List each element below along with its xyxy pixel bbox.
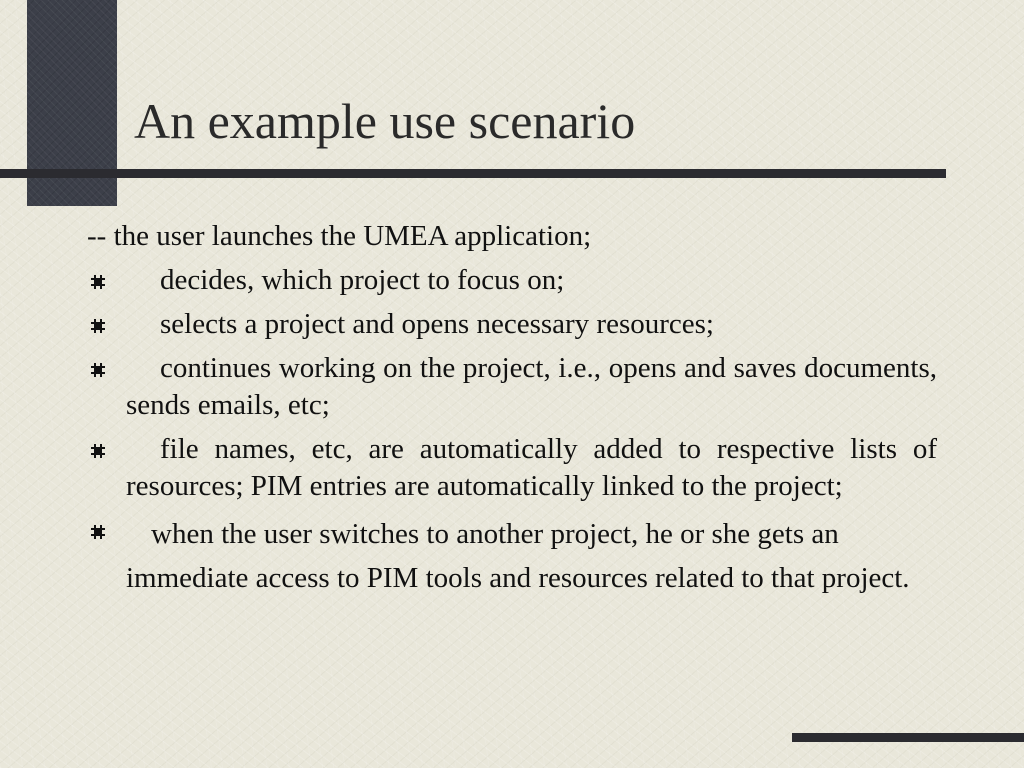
bullet-text: file names, etc, are automatically added to respective lists of resources; PIM entries are automatically linked to the project; [126,433,937,502]
hash-square-bullet-icon [91,525,105,539]
hash-square-bullet-icon [91,319,105,333]
intro-line: -- the user launches the UMEA application; [87,220,592,252]
hash-square-bullet-icon [91,275,105,289]
bullet-text: when the user switches to another project, he or she gets an immediate access to PIM tools and resources related to that project. [126,518,910,594]
slide-title: An example use scenario [134,93,636,149]
hash-square-bullet-icon [91,444,105,458]
bullet-text: decides, which project to focus on; [160,264,565,296]
bullet-item [87,306,937,343]
bullet-item [87,431,937,505]
slide-body [87,218,937,607]
bullet-item [87,512,937,600]
bullet-text: continues working on the project, i.e., opens and saves documents, sends emails, etc; [126,352,937,421]
bullet-text: selects a project and opens necessary resources; [160,308,714,340]
footer-rule [792,733,1024,742]
bullet-item [87,262,937,299]
title-underline-rule [0,169,946,178]
bullet-item [87,350,937,424]
hash-square-bullet-icon [91,363,105,377]
